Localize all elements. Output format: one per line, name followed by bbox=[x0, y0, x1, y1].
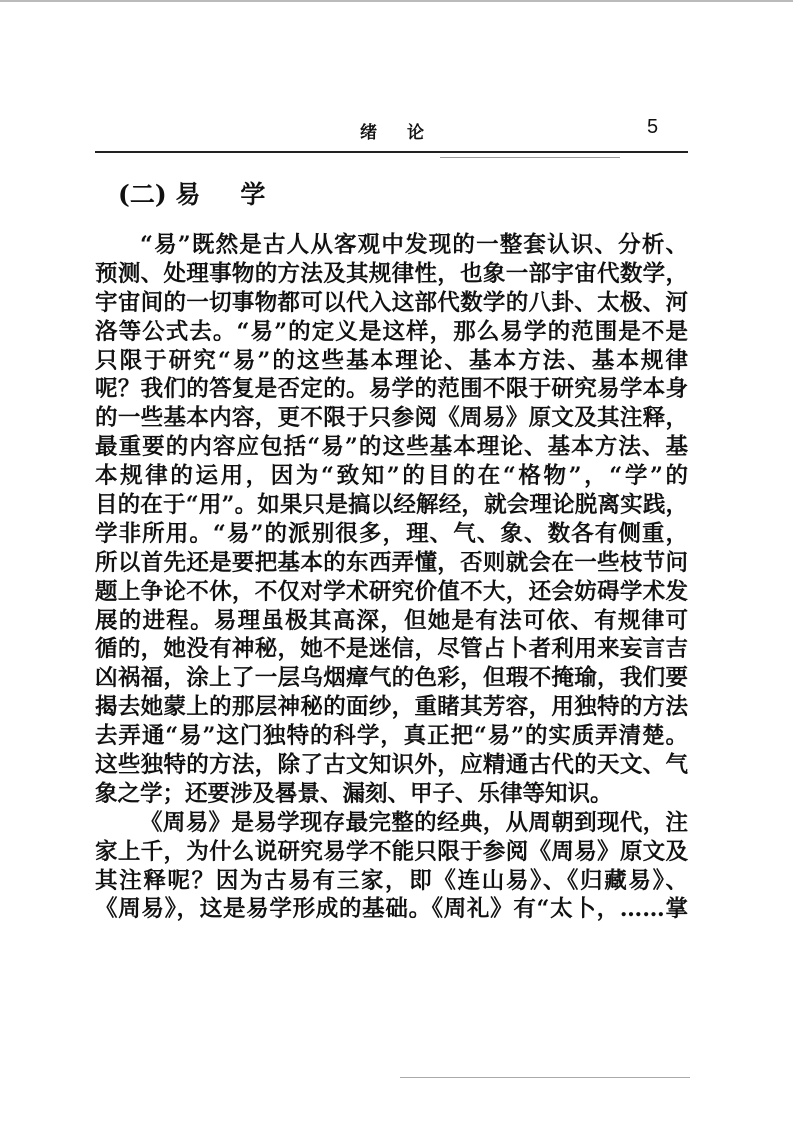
text-line: 《周易》，这是易学形成的基础。《周礼》有“太卜，……掌 bbox=[95, 896, 688, 923]
text-line: 展的进程。易理虽极其高深，但她是有法可依、有规律可 bbox=[95, 607, 688, 634]
text-line: 揭去她蒙上的那层神秘的面纱，重睹其芳容，用独特的方法 bbox=[95, 694, 688, 721]
text-line: 只限于研究“易”的这些基本理论、基本方法、基本规律 bbox=[95, 347, 688, 374]
text-line: 其注释呢？因为古易有三家，即《连山易》、《归藏易》、 bbox=[95, 867, 688, 894]
text-line: 题上争论不休，不仅对学术研究价值不大，还会妨碍学术发 bbox=[95, 578, 688, 605]
page-number: 5 bbox=[647, 116, 659, 138]
text-line: 的一些基本内容，更不限于只参阅《周易》原文及其注释， bbox=[95, 405, 688, 432]
text-line: 学非所用。“易”的派别很多，理、气、象、数各有侧重， bbox=[95, 520, 688, 547]
text-line: 家上千，为什么说研究易学不能只限于参阅《周易》原文及 bbox=[95, 838, 688, 865]
section-title-a: 易 bbox=[175, 180, 201, 209]
text-line: 呢？我们的答复是否定的。易学的范围不限于研究易学本身 bbox=[95, 376, 688, 403]
text-line: 目的在于“用”。如果只是搞以经解经，就会理论脱离实践， bbox=[95, 492, 688, 519]
bottom-rule bbox=[400, 1077, 690, 1078]
text-line: 洛等公式去。“易”的定义是这样，那么易学的范围是不是 bbox=[95, 318, 688, 345]
section-number: (二) bbox=[118, 180, 167, 209]
section-title-b: 学 bbox=[240, 180, 266, 209]
text-line: 象之学；还要涉及晷景、漏刻、甲子、乐律等知识。 bbox=[95, 780, 613, 807]
section-heading bbox=[118, 175, 265, 211]
text-line: 凶祸福，涂上了一层乌烟瘴气的色彩，但瑕不掩瑜，我们要 bbox=[95, 665, 688, 692]
text-line: 《周易》是易学现存最完整的经典，从周朝到现代，注 bbox=[140, 809, 688, 836]
running-title: 绪论 bbox=[360, 123, 454, 143]
text-line: 宇宙间的一切事物都可以代入这部代数学的八卦、太极、河 bbox=[95, 289, 688, 316]
header-rule-secondary bbox=[440, 157, 620, 158]
body-text bbox=[95, 231, 688, 924]
text-line: 循的，她没有神秘，她不是迷信，尽管占卜者利用来妄言吉 bbox=[95, 636, 688, 663]
text-line: 去弄通“易”这门独特的科学，真正把“易”的实质弄清楚。 bbox=[95, 723, 688, 750]
text-line: 所以首先还是要把基本的东西弄懂，否则就会在一些枝节问 bbox=[95, 549, 688, 576]
text-line: 本规律的运用，因为“致知”的目的在“格物”，“学”的 bbox=[95, 463, 688, 490]
scan-top-edge bbox=[0, 0, 793, 2]
header-rule bbox=[95, 151, 688, 153]
text-line: 预测、处理事物的方法及其规律性，也象一部宇宙代数学， bbox=[95, 260, 688, 287]
text-line: 这些独特的方法，除了古文知识外，应精通古代的天文、气 bbox=[95, 752, 688, 779]
text-line: 最重要的内容应包括“易”的这些基本理论、基本方法、基 bbox=[95, 434, 688, 461]
text-line: “易”既然是古人从客观中发现的一整套认识、分析、 bbox=[140, 232, 688, 258]
